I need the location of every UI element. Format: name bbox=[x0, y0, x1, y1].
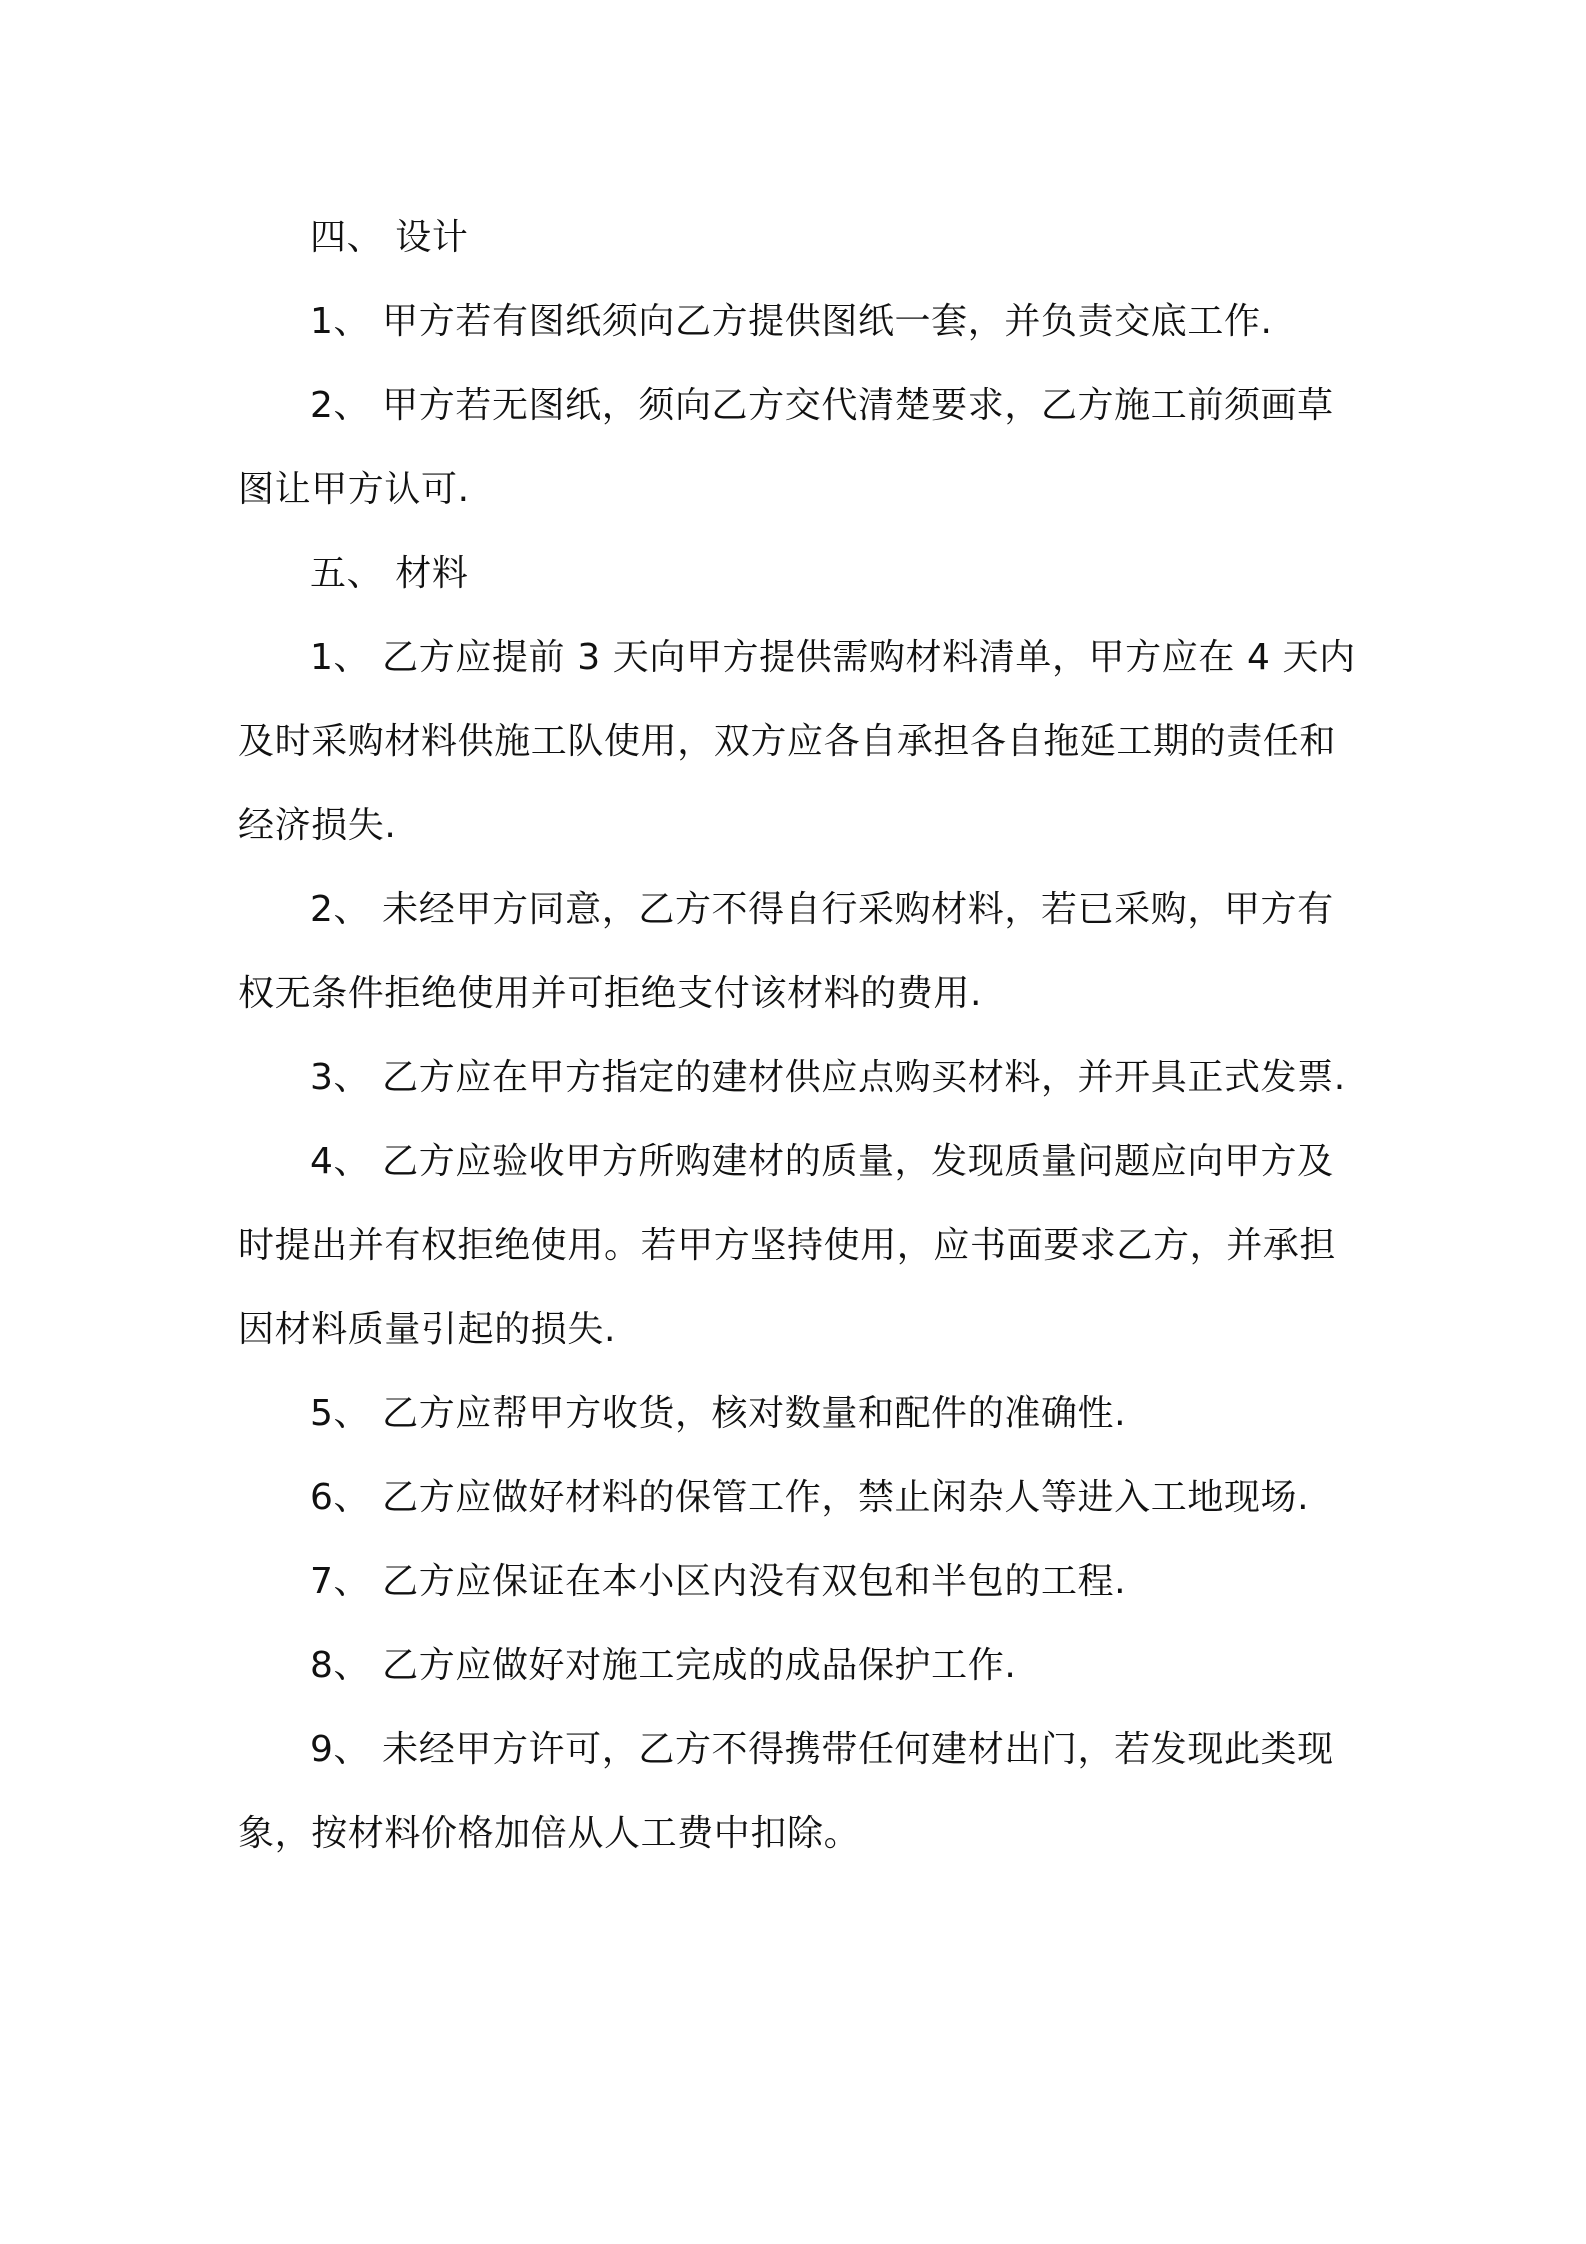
materials-item-1: 1、 乙方应提前 3 天向甲方提供需购材料清单，甲方应在 4 天内及时采购材料供施工队使用，双方应各自承担各自拖延工期的责任和经济损失. bbox=[238, 637, 1356, 846]
materials-item-7: 7、 乙方应保证在本小区内没有双包和半包的工程. bbox=[310, 1561, 1127, 1602]
materials-item-3: 3、 乙方应在甲方指定的建材供应点购买材料，并开具正式发票. bbox=[310, 1057, 1346, 1098]
document-body bbox=[238, 196, 1358, 1876]
materials-item-6: 6、 乙方应做好材料的保管工作，禁止闲杂人等进入工地现场. bbox=[310, 1477, 1310, 1518]
section-heading-design: 四、 设计 bbox=[310, 217, 469, 258]
materials-item-5: 5、 乙方应帮甲方收货，核对数量和配件的准确性. bbox=[310, 1393, 1127, 1434]
materials-item-4: 4、 乙方应验收甲方所购建材的质量，发现质量问题应向甲方及时提出并有权拒绝使用。若甲方坚持使用，应书面要求乙方，并承担因材料质量引起的损失. bbox=[238, 1141, 1337, 1350]
materials-item-9: 9、 未经甲方许可，乙方不得携带任何建材出门，若发现此类现象，按材料价格加倍从人工费中扣除。 bbox=[238, 1729, 1334, 1854]
section-heading-materials: 五、 材料 bbox=[310, 553, 469, 594]
materials-item-8: 8、 乙方应做好对施工完成的成品保护工作. bbox=[310, 1645, 1017, 1686]
design-item-1: 1、 甲方若有图纸须向乙方提供图纸一套，并负责交底工作. bbox=[310, 301, 1273, 342]
design-item-2: 2、 甲方若无图纸，须向乙方交代清楚要求，乙方施工前须画草图让甲方认可. bbox=[238, 385, 1334, 510]
materials-item-2: 2、 未经甲方同意，乙方不得自行采购材料，若已采购，甲方有权无条件拒绝使用并可拒绝支付该材料的费用. bbox=[238, 889, 1334, 1014]
